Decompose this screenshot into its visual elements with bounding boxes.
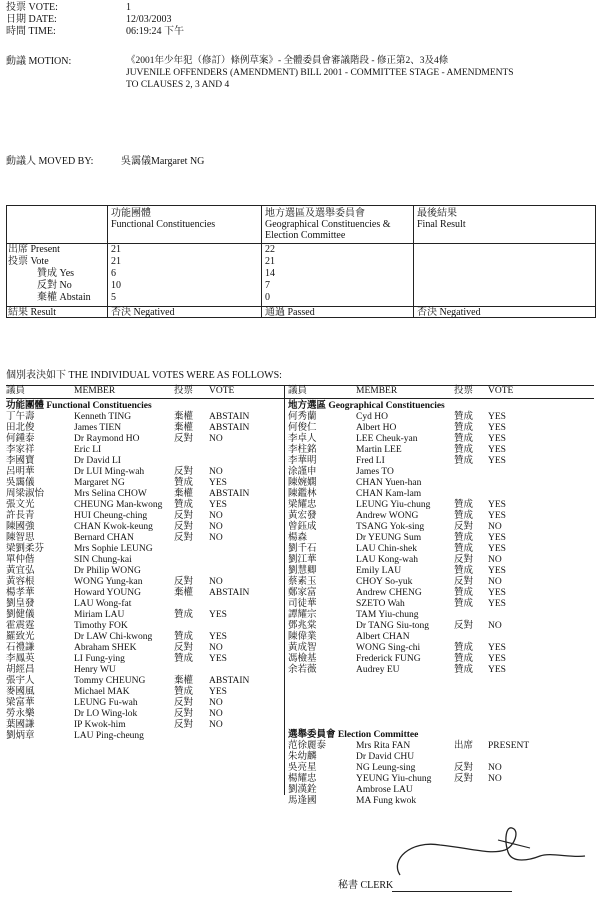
vote-en: NO	[209, 434, 223, 444]
member-name-zh: 張文光	[6, 500, 35, 510]
member-name-zh: 梁耀忠	[288, 500, 317, 510]
member-name-zh: 張宇人	[6, 676, 35, 686]
vote-zh: 出席	[454, 741, 474, 751]
member-name-zh: 劉千石	[288, 544, 317, 554]
date-label: 日期 DATE:	[6, 14, 57, 25]
time-label: 時間 TIME:	[6, 26, 56, 37]
vote-gc: 21	[265, 256, 275, 267]
vote-en: YES	[209, 478, 227, 488]
member-name-en: Henry WU	[74, 665, 116, 675]
vote-en: ABSTAIN	[209, 423, 250, 433]
vote-en: YES	[488, 654, 506, 664]
member-column-zh: 議員	[6, 386, 26, 396]
member-name-en: CHOY So-yuk	[356, 577, 413, 587]
vote-zh: 反對	[174, 467, 194, 477]
vote-zh: 贊成	[454, 434, 474, 444]
vote-zh: 反對	[454, 555, 474, 565]
vote-zh: 反對	[174, 698, 194, 708]
member-name-en: Dr YEUNG Sum	[356, 533, 422, 543]
member-name-en: LEUNG Fu-wah	[74, 698, 138, 708]
member-name-en: YEUNG Yiu-chung	[356, 774, 432, 784]
vote-zh: 反對	[174, 643, 194, 653]
vote-zh: 反對	[454, 577, 474, 587]
member-name-zh: 勞永樂	[6, 709, 35, 719]
member-name-en: Andrew WONG	[356, 511, 419, 521]
vote-en: YES	[488, 588, 506, 598]
member-name-en: IP Kwok-him	[74, 720, 126, 730]
member-column-zh: 議員	[288, 386, 308, 396]
vote-column-zh: 投票	[174, 386, 194, 396]
member-name-en: Andrew CHENG	[356, 588, 422, 598]
vote-en: YES	[488, 544, 506, 554]
vote-en: YES	[488, 434, 506, 444]
member-name-en: Cyd HO	[356, 412, 388, 422]
member-name-zh: 鄭家富	[288, 588, 317, 598]
member-name-zh: 朱幼麟	[288, 752, 317, 762]
vote-zh: 棄權	[174, 489, 194, 499]
member-name-en: Bernard CHAN	[74, 533, 134, 543]
abstain-fc: 5	[111, 292, 116, 303]
member-name-zh: 石禮謙	[6, 643, 35, 653]
member-name-en: Dr LUI Ming-wah	[74, 467, 145, 477]
member-name-zh: 吳靄儀	[6, 478, 35, 488]
gc-column-header-zh: 地方選區及選舉委員會	[265, 208, 365, 219]
member-name-en: Dr David LI	[74, 456, 121, 466]
member-name-en: LAU Wong-fat	[74, 599, 132, 609]
abstain-label: 棄權 Abstain	[37, 292, 91, 303]
member-name-en: LEUNG Yiu-chung	[356, 500, 431, 510]
member-name-zh: 劉皇發	[6, 599, 35, 609]
section-heading: 地方選區 Geographical Constituencies	[288, 401, 445, 411]
fc-result: 否決 Negatived	[111, 307, 175, 318]
vote-en: NO	[209, 698, 223, 708]
member-name-en: Timothy FOK	[74, 621, 128, 631]
vote-en: NO	[209, 522, 223, 532]
vote-zh: 反對	[454, 522, 474, 532]
member-name-en: Martin LEE	[356, 445, 402, 455]
member-name-en: Emily LAU	[356, 566, 402, 576]
member-name-zh: 麥國風	[6, 687, 35, 697]
member-name-en: TAM Yiu-chung	[356, 610, 419, 620]
vote-en: ABSTAIN	[209, 412, 250, 422]
vote-zh: 反對	[454, 774, 474, 784]
vote-zh: 贊成	[454, 445, 474, 455]
vote-zh: 贊成	[174, 478, 194, 488]
vote-en: NO	[209, 643, 223, 653]
vote-zh: 贊成	[454, 511, 474, 521]
result-label: 結果 Result	[8, 307, 57, 318]
member-column-en: MEMBER	[74, 386, 116, 396]
vote-zh: 贊成	[174, 654, 194, 664]
vote-en: YES	[488, 445, 506, 455]
motion-title-en: JUVENILE OFFENDERS (AMENDMENT) BILL 2001 - COMMITTEE STAGE - AMENDMENTS	[126, 68, 514, 78]
vote-zh: 反對	[174, 720, 194, 730]
vote-en: NO	[209, 720, 223, 730]
vote-column-zh: 投票	[454, 386, 474, 396]
member-name-zh: 胡經昌	[6, 665, 35, 675]
member-name-en: MA Fung kwok	[356, 796, 417, 806]
member-name-zh: 黃容根	[6, 577, 35, 587]
member-name-en: Dr Raymond HO	[74, 434, 140, 444]
member-name-zh: 霍震霆	[6, 621, 35, 631]
member-name-zh: 司徒華	[288, 599, 317, 609]
yes-fc: 6	[111, 268, 116, 279]
final-column-header-zh: 最後結果	[417, 208, 457, 219]
member-name-en: Howard YOUNG	[74, 588, 141, 598]
vote-en: NO	[209, 467, 223, 477]
vote-en: ABSTAIN	[209, 489, 250, 499]
present-gc: 22	[265, 244, 275, 255]
vote-en: NO	[209, 709, 223, 719]
member-name-zh: 劉江華	[288, 555, 317, 565]
vote-zh: 贊成	[454, 566, 474, 576]
vote-en: NO	[209, 577, 223, 587]
vote-zh: 贊成	[454, 500, 474, 510]
clerk-signature	[380, 820, 590, 890]
member-name-en: Dr TANG Siu-tong	[356, 621, 429, 631]
vote-en: YES	[488, 533, 506, 543]
member-name-en: James TO	[356, 467, 394, 477]
member-name-zh: 黃宏發	[288, 511, 317, 521]
present-fc: 21	[111, 244, 121, 255]
member-name-zh: 蔡素玉	[288, 577, 317, 587]
vote-column-en: VOTE	[209, 386, 235, 396]
member-name-en: Eric LI	[74, 445, 102, 455]
member-name-en: Dr LO Wing-lok	[74, 709, 138, 719]
member-name-en: LAU Chin-shek	[356, 544, 417, 554]
vote-zh: 贊成	[174, 687, 194, 697]
member-name-en: Dr Philip WONG	[74, 566, 141, 576]
member-name-zh: 何鍾泰	[6, 434, 35, 444]
vote-en: NO	[488, 774, 502, 784]
vote-en: YES	[488, 665, 506, 675]
time-value: 06:19:24 下午	[126, 26, 185, 37]
member-name-zh: 李鳳英	[6, 654, 35, 664]
vote-en: YES	[488, 511, 506, 521]
member-name-zh: 何秀蘭	[288, 412, 317, 422]
member-column-en: MEMBER	[356, 386, 398, 396]
summary-table	[6, 205, 596, 318]
member-name-zh: 周梁淑怡	[6, 489, 45, 499]
member-name-zh: 劉漢銓	[288, 785, 317, 795]
member-name-zh: 李卓人	[288, 434, 317, 444]
no-fc: 10	[111, 280, 121, 291]
member-name-zh: 陳鑑林	[288, 489, 317, 499]
member-name-en: CHEUNG Man-kwong	[74, 500, 163, 510]
member-name-en: Fred LI	[356, 456, 385, 466]
member-name-zh: 范徐麗泰	[288, 741, 327, 751]
vote-zh: 反對	[174, 709, 194, 719]
vote-en: NO	[488, 577, 502, 587]
member-name-en: James TIEN	[74, 423, 122, 433]
vote-zh: 贊成	[454, 643, 474, 653]
vote-en: PRESENT	[488, 741, 530, 751]
member-name-en: Mrs Sophie LEUNG	[74, 544, 153, 554]
member-name-zh: 余若薇	[288, 665, 317, 675]
vote-label: 投票 Vote	[8, 256, 49, 267]
member-name-en: WONG Sing-chi	[356, 643, 421, 653]
motion-label: 動議 MOTION:	[6, 56, 72, 67]
abstain-gc: 0	[265, 292, 270, 303]
vote-number-label: 投票 VOTE:	[6, 2, 58, 13]
mover-label: 動議人 MOVED BY:	[6, 156, 94, 167]
member-name-en: Michael MAK	[74, 687, 130, 697]
vote-zh: 贊成	[174, 500, 194, 510]
member-name-zh: 涂謹申	[288, 467, 317, 477]
member-name-zh: 李家祥	[6, 445, 35, 455]
fc-column-header-en: Functional Constituencies	[111, 219, 216, 230]
vote-zh: 反對	[454, 621, 474, 631]
final-column-header-en: Final Result	[417, 219, 466, 230]
vote-zh: 贊成	[454, 544, 474, 554]
motion-block	[6, 56, 596, 96]
member-name-en: Albert HO	[356, 423, 397, 433]
member-name-zh: 陳智思	[6, 533, 35, 543]
yes-label: 贊成 Yes	[37, 268, 75, 279]
vote-en: YES	[209, 500, 227, 510]
individual-votes-heading: 個別表決如下 THE INDIVIDUAL VOTES WERE AS FOLLOWS:	[6, 370, 282, 381]
vote-en: ABSTAIN	[209, 588, 250, 598]
vote-en: YES	[488, 456, 506, 466]
member-name-zh: 呂明華	[6, 467, 35, 477]
gc-result: 通過 Passed	[265, 307, 315, 318]
vote-en: YES	[209, 632, 227, 642]
vote-zh: 贊成	[454, 599, 474, 609]
member-name-zh: 陳偉業	[288, 632, 317, 642]
member-name-en: TSANG Yok-sing	[356, 522, 425, 532]
vote-zh: 贊成	[174, 632, 194, 642]
fc-column-header-zh: 功能團體	[111, 208, 151, 219]
vote-en: NO	[488, 621, 502, 631]
present-label: 出席 Present	[8, 244, 60, 255]
member-name-zh: 譚耀宗	[288, 610, 317, 620]
vote-zh: 棄權	[174, 676, 194, 686]
member-name-zh: 許長青	[6, 511, 35, 521]
member-name-zh: 葉國謙	[6, 720, 35, 730]
member-name-en: Margaret NG	[74, 478, 125, 488]
vote-zh: 棄權	[174, 412, 194, 422]
vote-en: NO	[488, 555, 502, 565]
member-name-en: Audrey EU	[356, 665, 400, 675]
vote-en: YES	[488, 423, 506, 433]
final-result: 否決 Negatived	[417, 307, 481, 318]
member-name-zh: 馬逢國	[288, 796, 317, 806]
member-name-en: Mrs Selina CHOW	[74, 489, 147, 499]
member-name-zh: 李國寶	[6, 456, 35, 466]
member-name-en: SIN Chung-kai	[74, 555, 132, 565]
vote-en: NO	[209, 533, 223, 543]
vote-zh: 棄權	[174, 588, 194, 598]
vote-zh: 贊成	[454, 665, 474, 675]
motion-title-en-cont: TO CLAUSES 2, 3 AND 4	[126, 80, 230, 90]
member-name-zh: 黃成智	[288, 643, 317, 653]
member-name-zh: 陳國強	[6, 522, 35, 532]
member-name-en: Miriam LAU	[74, 610, 125, 620]
member-name-en: CHAN Kwok-keung	[74, 522, 153, 532]
member-name-zh: 劉慧卿	[288, 566, 317, 576]
section-heading: 選舉委員會 Election Committee	[288, 730, 419, 740]
member-name-zh: 劉健儀	[6, 610, 35, 620]
vote-en: NO	[209, 511, 223, 521]
member-name-zh: 劉炳章	[6, 731, 35, 741]
member-name-zh: 馮檢基	[288, 654, 317, 664]
member-name-en: Albert CHAN	[356, 632, 410, 642]
vote-zh: 反對	[174, 511, 194, 521]
member-name-zh: 李華明	[288, 456, 317, 466]
vote-en: NO	[488, 763, 502, 773]
member-name-en: WONG Yung-kan	[74, 577, 143, 587]
vote-column-en: VOTE	[488, 386, 514, 396]
member-name-zh: 田北俊	[6, 423, 35, 433]
clerk-label: 秘書 CLERK	[338, 880, 394, 891]
vote-en: YES	[488, 599, 506, 609]
member-name-zh: 鄧兆棠	[288, 621, 317, 631]
mover-value: 吳靄儀Margaret NG	[121, 156, 205, 167]
member-name-zh: 梁劉柔芬	[6, 544, 45, 554]
vote-en: YES	[209, 654, 227, 664]
member-name-zh: 黃宜弘	[6, 566, 35, 576]
gc-column-header-en: Geographical Constituencies &	[265, 219, 391, 230]
member-name-en: Frederick FUNG	[356, 654, 421, 664]
member-name-en: HUI Cheung-ching	[74, 511, 148, 521]
member-name-zh: 曾鈺成	[288, 522, 317, 532]
date-value: 12/03/2003	[126, 14, 172, 25]
column-headers-right	[288, 386, 594, 397]
member-name-zh: 羅致光	[6, 632, 35, 642]
member-name-en: Mrs Rita FAN	[356, 741, 411, 751]
vote-number-value: 1	[126, 2, 131, 13]
motion-title-zh: 《2001年少年犯（修訂）條例草案》- 全體委員會審議階段 - 修正第2、3及4條	[126, 56, 449, 66]
member-name-en: LI Fung-ying	[74, 654, 125, 664]
vote-zh: 贊成	[454, 588, 474, 598]
member-name-zh: 楊孝華	[6, 588, 35, 598]
vote-zh: 反對	[454, 763, 474, 773]
yes-gc: 14	[265, 268, 275, 279]
vote-en: YES	[488, 643, 506, 653]
vote-zh: 贊成	[454, 412, 474, 422]
member-name-en: Kenneth TING	[74, 412, 132, 422]
member-name-en: SZETO Wah	[356, 599, 405, 609]
member-name-en: LAU Ping-cheung	[74, 731, 144, 741]
vote-zh: 反對	[174, 577, 194, 587]
vote-zh: 反對	[174, 533, 194, 543]
member-name-zh: 吳亮星	[288, 763, 317, 773]
mover-block	[6, 156, 406, 170]
no-label: 反對 No	[37, 280, 72, 291]
member-name-zh: 單仲偕	[6, 555, 35, 565]
member-name-en: CHAN Yuen-han	[356, 478, 422, 488]
member-name-en: Tommy CHEUNG	[74, 676, 146, 686]
vote-en: YES	[488, 500, 506, 510]
gc-column-header-en-cont: Election Committee	[265, 230, 346, 241]
vote-zh: 反對	[174, 434, 194, 444]
vote-en: YES	[488, 412, 506, 422]
vote-zh: 反對	[174, 522, 194, 532]
member-name-zh: 何俊仁	[288, 423, 317, 433]
vote-en: YES	[209, 687, 227, 697]
member-name-zh: 梁富華	[6, 698, 35, 708]
vote-en: YES	[488, 566, 506, 576]
vote-zh: 贊成	[174, 610, 194, 620]
member-name-en: Abraham SHEK	[74, 643, 137, 653]
vote-zh: 贊成	[454, 456, 474, 466]
column-headers-left	[6, 386, 282, 397]
member-name-zh: 丁午壽	[6, 412, 35, 422]
vote-zh: 贊成	[454, 533, 474, 543]
member-name-zh: 李柱銘	[288, 445, 317, 455]
member-name-en: LAU Kong-wah	[356, 555, 419, 565]
vote-en: YES	[209, 610, 227, 620]
section-heading: 功能團體 Functional Constituencies	[6, 401, 152, 411]
vote-fc: 21	[111, 256, 121, 267]
member-name-en: NG Leung-sing	[356, 763, 416, 773]
member-name-en: Ambrose LAU	[356, 785, 413, 795]
vote-en: NO	[488, 522, 502, 532]
vote-header	[6, 2, 406, 42]
vote-en: ABSTAIN	[209, 676, 250, 686]
no-gc: 7	[265, 280, 270, 291]
member-name-en: LEE Cheuk-yan	[356, 434, 418, 444]
member-name-en: Dr David CHU	[356, 752, 415, 762]
member-name-zh: 陳婉嫻	[288, 478, 317, 488]
member-name-en: CHAN Kam-lam	[356, 489, 422, 499]
member-name-en: Dr LAW Chi-kwong	[74, 632, 153, 642]
vote-zh: 棄權	[174, 423, 194, 433]
vote-zh: 贊成	[454, 654, 474, 664]
vote-zh: 贊成	[454, 423, 474, 433]
member-name-zh: 楊森	[288, 533, 308, 543]
member-name-zh: 楊耀忠	[288, 774, 317, 784]
